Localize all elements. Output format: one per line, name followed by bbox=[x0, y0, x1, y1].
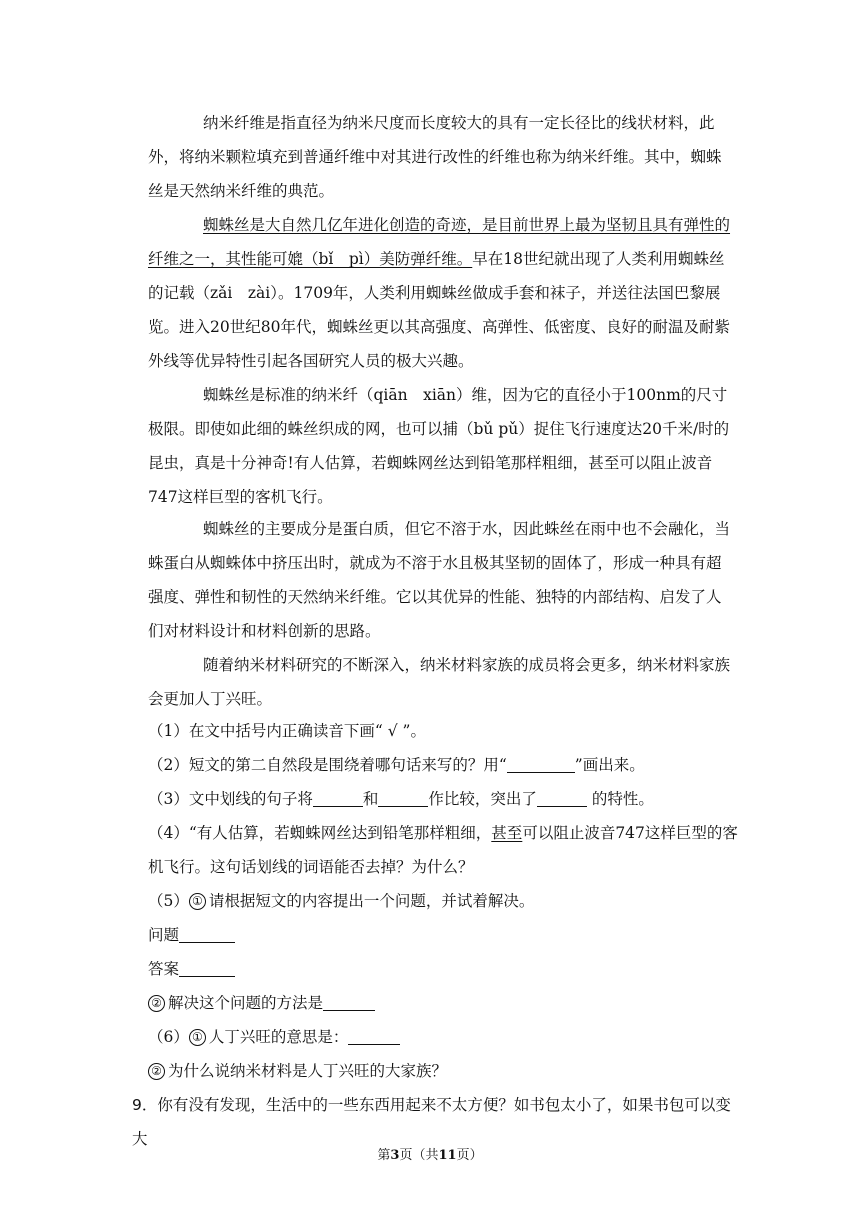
answer-blank[interactable] bbox=[537, 791, 587, 808]
question-2 bbox=[148, 748, 738, 782]
answer-blank[interactable] bbox=[323, 995, 375, 1012]
circled-two: ② bbox=[148, 995, 165, 1012]
circled-one: ① bbox=[189, 893, 206, 910]
question-9-text: 你有没有发现，生活中的一些东西用起来不太方便？如书包太小了，如果书包可以变大 bbox=[132, 1096, 731, 1148]
answer-blank[interactable] bbox=[313, 791, 363, 808]
footer-text: 页（共 bbox=[399, 1148, 439, 1163]
page-number: 3 bbox=[390, 1148, 400, 1163]
paragraph-2 bbox=[148, 208, 730, 378]
paragraph-3: 蜘蛛丝是标准的纳米纤（qiān xiān）维，因为它的直径小于100nm的尺寸极限。即使如此细的蛛丝织成的网，也可以捕（bǔ pǔ）捉住飞行速度达20千米/时的昆虫，真是十分神奇!有人估算，若蜘蛛网丝达到铅笔那样粗细，甚至可以阻止波音747这样巨型的客机飞行。 bbox=[148, 386, 730, 506]
question-6 bbox=[148, 1020, 738, 1054]
question-5-problem bbox=[148, 918, 738, 952]
page-footer bbox=[0, 1144, 860, 1163]
question-3 bbox=[148, 782, 738, 816]
footer-text: 页） bbox=[456, 1148, 483, 1163]
paragraph-1: 纳米纤维是指直径为纳米尺度而长度较大的具有一定长径比的线状材料，此外，将纳米颗粒填充到普通纤维中对其进行改性的纤维也称为纳米纤维。其中，蜘蛛丝是天然纳米纤维的典范。 bbox=[148, 114, 722, 200]
answer-blank[interactable] bbox=[179, 927, 235, 944]
answer-blank[interactable] bbox=[378, 791, 428, 808]
answer-blank[interactable] bbox=[348, 1029, 400, 1046]
circled-one: ① bbox=[189, 1029, 206, 1046]
question-3-text-mid: 作比较，突出了 bbox=[428, 790, 537, 808]
circled-two: ② bbox=[148, 1063, 165, 1080]
paragraph-4: 蜘蛛丝的主要成分是蛋白质，但它不溶于水，因此蛛丝在雨中也不会融化，当蛛蛋白从蜘蛛体中挤压出时，就成为不溶于水且极其坚韧的固体了，形成一种具有超强度、弹性和韧性的天然纳米纤维。它以其优异的性能、独特的内部结构、启发了人们对材料设计和材料创新的思路。 bbox=[148, 520, 731, 640]
answer-blank[interactable] bbox=[179, 961, 235, 978]
question-6-text: 人丁兴旺的意思是： bbox=[208, 1028, 349, 1046]
answer-label: 答案 bbox=[148, 960, 180, 978]
question-5-method-text: 解决这个问题的方法是 bbox=[168, 994, 324, 1012]
question-5-number: （5） bbox=[148, 892, 189, 910]
underlined-word: 甚至 bbox=[491, 824, 523, 842]
paragraph-2-rest: 早在18世纪就出现了人类利用蜘蛛丝的记载（zǎi zài）。1709年，人类利用蜘蛛丝做成手套和袜子，并送往法国巴黎展览。进入20世纪80年代，蜘蛛丝更以其高强度、高弹性、低密度、良好的耐温及耐紫外线等优异特性引起各国研究人员的极大兴趣。 bbox=[148, 250, 730, 370]
question-5 bbox=[148, 884, 738, 918]
paragraph-5: 随着纳米材料研究的不断深入，纳米材料家族的成员将会更多，纳米材料家族会更加人丁兴旺。 bbox=[148, 656, 731, 708]
underlined-sentence: 蜘蛛丝是大自然几亿年进化创造的奇迹，是目前世界上最为坚韧且具有弹性的纤维之一，其性能可媲（bǐ pì）美防弹纤维。 bbox=[148, 216, 731, 268]
question-4-text: （4）“有人估算，若蜘蛛网丝达到铅笔那样粗细， bbox=[148, 824, 492, 842]
question-3-text: （3）文中划线的句子将 bbox=[148, 790, 313, 808]
answer-blank[interactable] bbox=[507, 757, 575, 774]
question-6-part-2 bbox=[148, 1054, 738, 1088]
question-4 bbox=[148, 816, 738, 884]
question-6-part-2-text: 为什么说纳米材料是人丁兴旺的大家族？ bbox=[168, 1062, 448, 1080]
question-3-text-end: 的特性。 bbox=[586, 790, 654, 808]
footer-text: 第 bbox=[377, 1148, 391, 1163]
total-pages: 11 bbox=[438, 1148, 457, 1163]
question-5-method bbox=[148, 986, 738, 1020]
question-5-text: 请根据短文的内容提出一个问题，并试着解决。 bbox=[208, 892, 535, 910]
question-9-number: 9． bbox=[132, 1096, 158, 1114]
question-6-number: （6） bbox=[148, 1028, 189, 1046]
problem-label: 问题 bbox=[148, 926, 180, 944]
question-2-text: （2）短文的第二自然段是围绕着哪句话来写的？用“ bbox=[148, 756, 507, 774]
question-5-answer bbox=[148, 952, 738, 986]
question-3-and: 和 bbox=[362, 790, 379, 808]
question-4-text-end: 可以阻止波音747这样巨型的客机飞行。这句话划线的词语能否去掉？为什么？ bbox=[148, 824, 738, 876]
question-2-text-end: ”画出来。 bbox=[574, 756, 645, 774]
question-1: （1）在文中括号内正确读音下画“ √ ”。 bbox=[148, 722, 426, 740]
